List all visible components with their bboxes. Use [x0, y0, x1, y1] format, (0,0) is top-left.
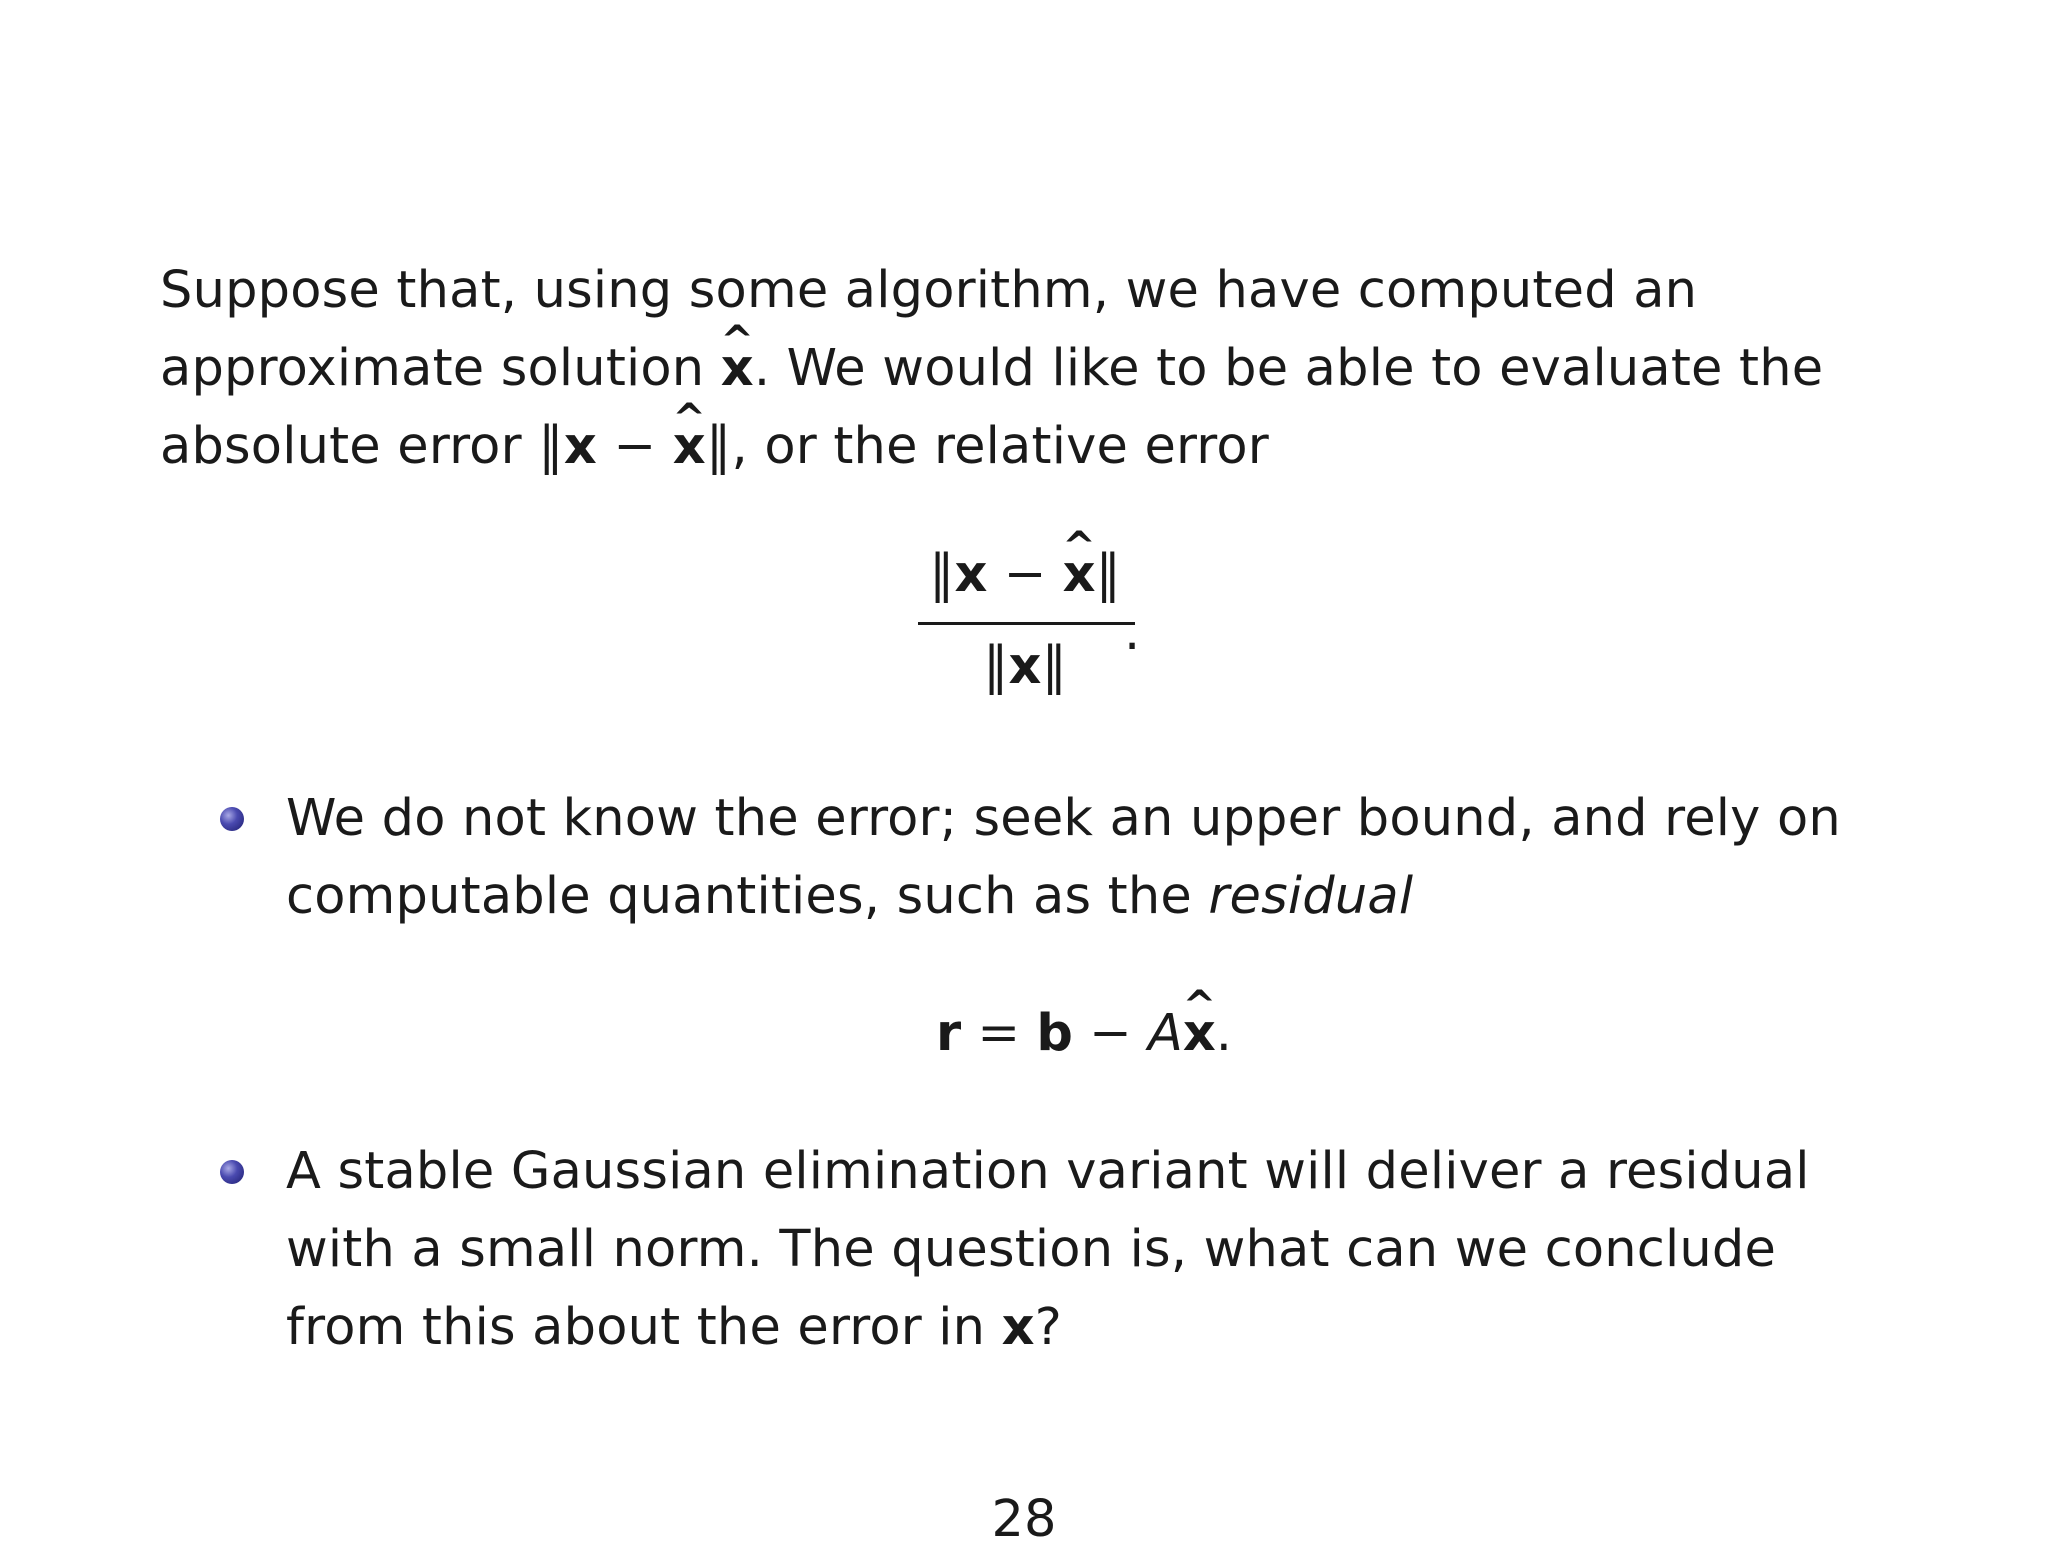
- fraction-numerator: [915, 540, 1135, 610]
- intro-line-1: Suppose that, using some algorithm, we have computed an: [160, 261, 1698, 320]
- norm-open-symbol: ‖: [929, 545, 955, 604]
- bullet-2-line-3: [286, 1289, 1966, 1367]
- x-hat-symbol: x ^: [673, 408, 706, 486]
- norm-close-symbol: ‖: [1041, 637, 1067, 696]
- intro-line-3-suffix: , or the relative error: [731, 417, 1269, 476]
- fraction-denominator: [915, 632, 1135, 702]
- relative-error-fraction: [915, 540, 1135, 700]
- intro-line-2-prefix: approximate solution: [160, 339, 721, 398]
- intro-line-3-prefix: absolute error: [160, 417, 539, 476]
- minus-symbol: −: [596, 417, 673, 476]
- page-number: 28: [991, 1490, 1057, 1549]
- x-hat-symbol: x ^: [721, 330, 754, 408]
- bullet-2-line-3-prefix: from this about the error in: [286, 1298, 1002, 1357]
- x-hat-symbol: x ^: [1183, 995, 1216, 1073]
- equals-symbol: =: [961, 1004, 1037, 1063]
- minus-symbol: −: [1072, 1004, 1148, 1063]
- intro-line-3: [160, 408, 1920, 486]
- bullet-text: [286, 1133, 1966, 1367]
- equation-period: .: [1215, 1004, 1232, 1063]
- r-symbol: r: [936, 1004, 962, 1063]
- intro-line-2: [160, 330, 1920, 408]
- bullet-2-line-2: with a small norm. The question is, what can we conclude: [286, 1220, 1777, 1279]
- fraction-period: .: [1124, 603, 1141, 662]
- a-symbol: A: [1147, 1004, 1183, 1063]
- b-symbol: b: [1036, 1004, 1073, 1063]
- x-hat-symbol: x ^: [1063, 540, 1096, 610]
- norm-open-symbol: ‖: [983, 637, 1009, 696]
- minus-symbol: −: [987, 545, 1063, 604]
- x-symbol: x: [1008, 637, 1042, 696]
- x-symbol: x: [1001, 1298, 1035, 1357]
- norm-close-symbol: ‖: [705, 417, 732, 476]
- residual-term: residual: [1208, 867, 1414, 926]
- bullet-1-line-1: We do not know the error; seek an upper bound, and rely on: [286, 789, 1841, 848]
- bullet-1-line-2-prefix: computable quantities, such as the: [286, 867, 1209, 926]
- bullet-1-line-2: [286, 858, 1966, 936]
- norm-close-symbol: ‖: [1095, 545, 1121, 604]
- residual-equation: [936, 995, 1232, 1073]
- bullet-2-line-1: A stable Gaussian elimination variant will deliver a residual: [286, 1142, 1810, 1201]
- bullet-text: [286, 780, 1966, 936]
- norm-open-symbol: ‖: [538, 417, 564, 476]
- bullet-icon: [220, 1160, 244, 1184]
- bullet-icon: [220, 807, 244, 831]
- x-symbol: x: [563, 417, 597, 476]
- intro-paragraph: [160, 252, 1920, 486]
- bullet-2-line-3-suffix: ?: [1034, 1298, 1063, 1357]
- fraction-bar: [918, 622, 1135, 625]
- x-symbol: x: [954, 545, 988, 604]
- intro-line-2-suffix: . We would like to be able to evaluate the: [753, 339, 1824, 398]
